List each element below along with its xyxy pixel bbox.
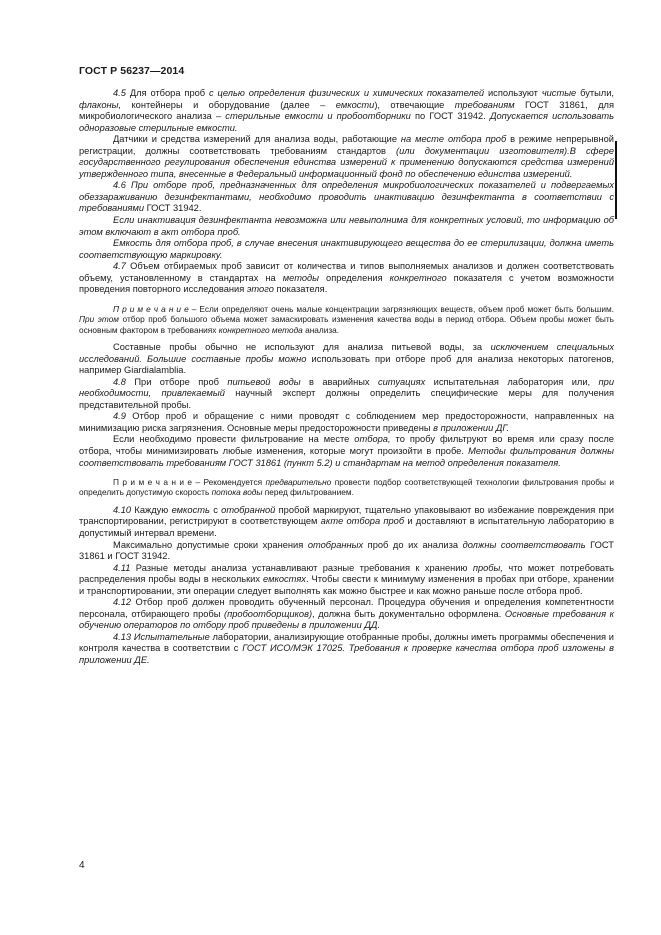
document-body (79, 88, 614, 667)
text-run: проб до их анализа (363, 539, 463, 550)
text-run: – Если определяют очень малые концентрации загрязняющих веществ, объем проб может быть большим. (188, 303, 614, 314)
italic-run: (или документации изготовителя).В сфере государственного регулирования обеспечения единства измерений к применению допускаются средства измерений утвержденного типа, внесенные в Федеральный информационный фонд по обеспечению единства измерений. (79, 145, 614, 179)
clause-4-10 (79, 505, 614, 540)
text-run: Отбор проб и обращение с ними проводят с соблюдением мер предосторожности, направленных на минимизацию риска загрязнения. Основные меры предосторожности приведены (79, 411, 614, 433)
italic-run: Основные требования к обучению операторов по отбору проб приведены в приложении ДД. (79, 608, 615, 631)
clause-4-8 (79, 377, 614, 412)
text-run: в аварийных (300, 376, 378, 387)
text-run: ГОСТ 31942. (144, 203, 202, 214)
text-run: лаборатории, анализирующие отобранные пробы, должны иметь программы обеспечения и контроля качества в соответствии с (79, 631, 614, 654)
clause-4-9 (79, 411, 614, 434)
italic-run: на месте отбора проб (400, 134, 507, 145)
clause-4-10-storage-times (79, 540, 614, 563)
italic-run: 4.6 При отборе проб, предназначенных для определения микробиологических показателей и подвергаемых обеззараживанию дезинфектантами, необходимо проводить инактивацию дезинфектанта в соответствии с требованиями (79, 180, 614, 214)
text-run: П р и м е ч а н и е – Рекомендуется (113, 477, 266, 488)
clause-4-13 (79, 632, 614, 667)
document-header: ГОСТ Р 56237—2014 (79, 65, 185, 77)
italic-run: 4.8 (113, 376, 126, 387)
italic-run: емкостях (263, 574, 306, 585)
text-run: бутыли, (576, 88, 614, 98)
text-run: определения (318, 272, 390, 283)
clause-4-5 (79, 88, 614, 134)
text-run: Для отбора проб (125, 88, 209, 98)
italic-run: предварительно (265, 477, 332, 488)
text-run: Разные методы анализа устанавливают разные требования к хранению (130, 562, 473, 573)
italic-run: конкретного метода (218, 324, 303, 335)
italic-run: при необходимости, привлекаемый (79, 376, 614, 399)
clause-4-6-inactivation (79, 215, 614, 238)
text-run: по ГОСТ 31942. (410, 111, 490, 122)
note-filtering (79, 477, 614, 498)
text-run: с (209, 504, 222, 515)
text-run: Максимально допустимые сроки хранения (113, 539, 308, 550)
italic-run: емкости (335, 99, 375, 110)
italic-run: этого (246, 284, 274, 295)
text-run: и доставляют в испытательную лабораторию в допустимый интервал времени. (79, 516, 615, 538)
text-run: анализа. (302, 324, 340, 335)
italic-run: 4.11 (113, 562, 131, 573)
text-run: показателя. (273, 284, 328, 295)
text-run: Если необходимо провести фильтрование на месте (113, 434, 355, 445)
clause-4-7 (79, 261, 614, 296)
italic-run: 4.13 Испытательные (113, 631, 210, 642)
italic-run: исключением специальных исследований. Большие составные пробы можно (79, 342, 614, 364)
italic-run: должны соответствовать (462, 539, 586, 550)
text-run: что может потребовать распределения пробы воды в нескольких (79, 562, 614, 585)
italic-run: отобранной (221, 504, 276, 515)
text-run: показателя с учетом возможности проведения повторного исследования (79, 272, 614, 295)
text-run: провести подбор соответствующей технологии фильтрования пробы и определить допустимую скорость (79, 477, 615, 498)
text-run: Составные пробы обычно не используют для анализа питьевой воды, за (113, 342, 491, 353)
note-sample-volume (79, 304, 614, 335)
clause-4-6 (79, 180, 614, 215)
italic-run: в приложении ДГ. (433, 422, 510, 433)
text-run: использовать при отборе проб для анализа некоторых патогенов, например Giardialamblia. (79, 353, 615, 376)
italic-run: Емкость для отбора проб, в случае внесения инактивирующего вещества до ее стерилизации, должна иметь соответствующую маркировку. (79, 238, 614, 260)
italic-run: пробы, (472, 562, 503, 573)
italic-run: (пробоотборщиков) (224, 608, 313, 619)
text-run: используют (484, 88, 542, 98)
text-run: в режиме непрерывной регистрации, должны соответствовать требованиям стандартов (79, 134, 614, 156)
italic-run: Методы фильтрования должны соответствовать требованиям ГОСТ 31861 (пункт 5.2) и стандартам на метод определения показателя. (79, 445, 614, 468)
text-run: Датчики и средства измерений для анализа воды, работающие (113, 134, 401, 145)
text-run: Объем отбираемых проб зависит от количества и типов выполняемых анализов и должен соответствовать объему, установленному в стандартах на (79, 261, 614, 283)
italic-run: ситуациях (377, 376, 426, 387)
italic-run: 4.7 (113, 261, 126, 272)
italic-run: конкретного (389, 272, 447, 283)
text-run: , должна быть документально оформлена. (312, 608, 505, 619)
clause-4-6-container-marking (79, 238, 614, 261)
text-run: перед фильтрованием. (262, 487, 354, 498)
text-run: . Чтобы свести к минимуму изменения в пробах при отборе, хранении и транспортировании, эти операции следует выполнять как можно быстрее и как можно раньше после отбора проб. (79, 574, 614, 596)
italic-run: ГОСТ ИСО/МЭК 17025. Требования к проверке качества отбора проб изложены в приложении ДЕ. (79, 643, 614, 665)
clause-4-5-measuring-instruments (79, 134, 614, 180)
text-run: ГОСТ 31861 и ГОСТ 31942. (79, 539, 614, 562)
italic-run: питьевой воды (227, 376, 301, 387)
text-run: контейнеры и оборудование (далее – (121, 99, 336, 110)
composite-samples-paragraph (79, 342, 614, 377)
italic-run: требованиям (454, 99, 515, 110)
italic-run: отобранных (307, 539, 364, 550)
text-run: отбор проб большого объема может замаскировать изменения качества воды в период отбора. Объем пробы может быть основным фактором в требованиях (79, 314, 614, 335)
clause-4-12 (79, 597, 614, 632)
italic-run: флаконы, (79, 99, 122, 110)
revision-bar (615, 141, 617, 219)
italic-run: 4.12 (113, 597, 132, 608)
italic-run: емкость (171, 504, 210, 515)
italic-run: методы (282, 272, 319, 283)
italic-run: стерильные емкости и пробоотборники (225, 111, 411, 122)
text-run: пробой маркируют, тщательно упаковывают во избежание повреждения при транспортировании, регистрируют в соответствующем (79, 504, 614, 527)
text-run: то пробу фильтруют во время или сразу после отбора, чтобы минимизировать любые изменения, которые могут произойти в пробе. (79, 434, 614, 456)
italic-run: 4.10 (113, 504, 132, 515)
clause-4-9-filtering (79, 434, 614, 469)
text-run: Каждую (131, 504, 172, 515)
text-run: ), отвечающие (374, 99, 455, 110)
italic-run: потока воды (211, 487, 263, 498)
italic-run: Допускается использовать одноразовые стерильные емкости. (79, 111, 614, 133)
italic-run: Если инактивация дезинфектанта невозможна или невыполнима для конкретных условий, то информацию об этом включают в акт отбора проб. (79, 215, 614, 237)
text-run: Отбор проб должен проводить обученный персонал. Процедура обучения и определения компетентности персонала, отбирающего пробы (79, 597, 614, 619)
text-run: При отборе проб (125, 376, 228, 387)
clause-4-11 (79, 563, 614, 598)
italic-run: 4.5 (113, 88, 126, 98)
italic-run: акте отбора проб (320, 516, 405, 527)
text-run: ГОСТ 31861, для микробиологического анализа – (79, 99, 615, 122)
italic-run: отбора, (354, 434, 391, 445)
italic-run: 4.9 (113, 411, 126, 422)
page-number: 4 (79, 860, 85, 871)
italic-run: с целью определения физических и химических показателей (209, 88, 485, 98)
italic-run: чистые (541, 88, 577, 98)
text-run: испытательная лаборатория или, (425, 376, 599, 387)
italic-run: П р и м е ч а н и е (113, 303, 189, 314)
italic-run: При этом (79, 314, 119, 325)
text-run: научный эксперт должны определить специфические меры для получения представительной пробы. (79, 388, 614, 410)
